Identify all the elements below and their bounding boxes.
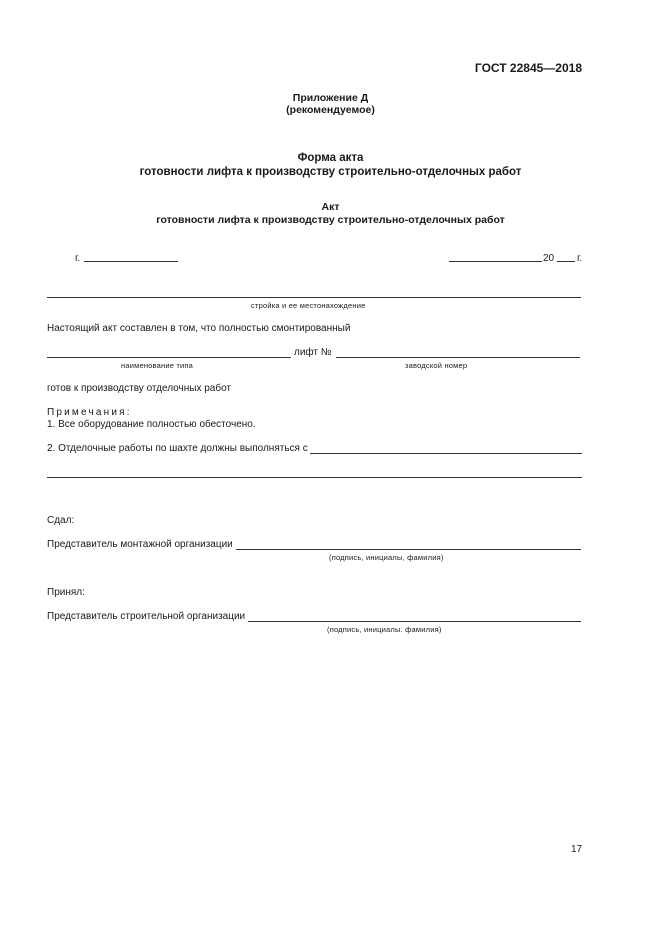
act-title: Акт bbox=[321, 201, 340, 213]
statement-text: Настоящий акт составлен в том, что полностью смонтированный bbox=[47, 323, 351, 334]
document-code: ГОСТ 22845—2018 bbox=[474, 61, 582, 75]
lift-type-caption: наименование типа bbox=[121, 361, 194, 370]
ready-text: готов к производству отделочных работ bbox=[47, 383, 231, 394]
notes-heading: Примечания: bbox=[47, 407, 132, 418]
accepted-signature-caption: (подпись, инициалы. фамилия) bbox=[327, 625, 442, 634]
construction-field[interactable] bbox=[47, 297, 581, 298]
form-subtitle: готовности лифта к производству строительно-отделочных работ bbox=[139, 166, 522, 178]
lift-serial-field[interactable] bbox=[336, 357, 580, 358]
handed-over-signature-field[interactable] bbox=[236, 549, 581, 550]
handed-over-heading: Сдал: bbox=[47, 515, 75, 526]
accepted-representative: Представитель строительной организации bbox=[47, 611, 246, 622]
year-suffix: г. bbox=[577, 253, 583, 264]
note-2-field-continued[interactable] bbox=[47, 477, 582, 478]
date-field[interactable] bbox=[449, 261, 542, 262]
page-number: 17 bbox=[571, 844, 583, 855]
note-2: 2. Отделочные работы по шахте должны выполняться с bbox=[47, 443, 308, 454]
lift-number-label: лифт № bbox=[294, 347, 332, 358]
act-subtitle: готовности лифта к производству строительно-отделочных работ bbox=[156, 214, 505, 226]
note-2-field[interactable] bbox=[310, 453, 582, 454]
year-field[interactable] bbox=[557, 261, 575, 262]
year-prefix: 20 bbox=[543, 253, 555, 264]
construction-caption: стройка и ее местонахождение bbox=[251, 301, 366, 310]
appendix-type: (рекомендуемое) bbox=[286, 104, 375, 116]
accepted-heading: Принял: bbox=[47, 587, 85, 598]
lift-serial-caption: заводской номер bbox=[405, 361, 468, 370]
city-prefix: г. bbox=[75, 253, 81, 264]
city-field[interactable] bbox=[84, 261, 178, 262]
lift-type-field[interactable] bbox=[47, 357, 291, 358]
handed-over-signature-caption: (подпись, инициалы, фамилия) bbox=[329, 553, 444, 562]
note-1: 1. Все оборудование полностью обесточено. bbox=[47, 419, 256, 430]
handed-over-representative: Представитель монтажной организации bbox=[47, 539, 233, 550]
form-title: Форма акта bbox=[297, 152, 364, 164]
appendix-title: Приложение Д bbox=[292, 92, 369, 104]
accepted-signature-field[interactable] bbox=[248, 621, 581, 622]
